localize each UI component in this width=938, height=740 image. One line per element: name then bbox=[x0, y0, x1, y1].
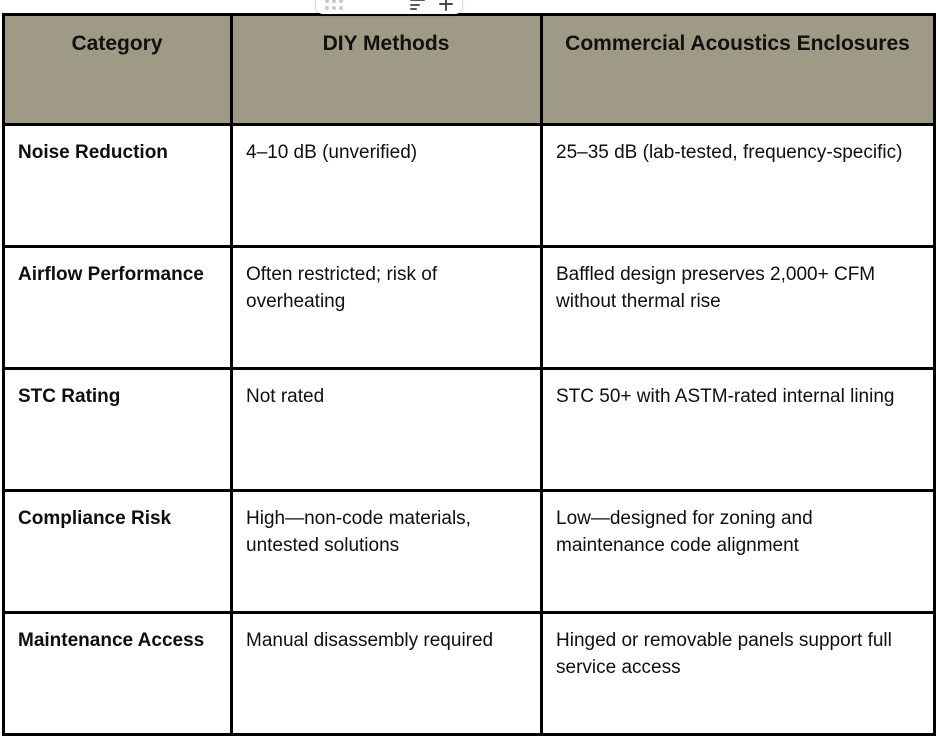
table-row bbox=[4, 491, 935, 613]
cell-category: STC Rating bbox=[4, 369, 232, 491]
drag-dot bbox=[332, 0, 336, 3]
cell-category: Maintenance Access bbox=[4, 613, 232, 735]
cell-category: Noise Reduction bbox=[4, 125, 232, 247]
toolbar-left-group bbox=[325, 0, 343, 12]
align-left-icon[interactable] bbox=[410, 0, 425, 10]
table-row bbox=[4, 613, 935, 735]
cell-diy: Not rated bbox=[232, 369, 542, 491]
toolbar-right-group bbox=[410, 0, 453, 12]
align-line bbox=[410, 4, 420, 6]
drag-dot bbox=[325, 6, 329, 10]
cell-diy: Manual disassembly required bbox=[232, 613, 542, 735]
cell-category: Airflow Performance bbox=[4, 247, 232, 369]
column-header-commercial-acoustics-enclosures: Commercial Acoustics Enclosures bbox=[542, 15, 935, 125]
drag-handle-icon[interactable] bbox=[325, 0, 343, 10]
table-body bbox=[4, 125, 935, 735]
cell-diy: Often restricted; risk of overheating bbox=[232, 247, 542, 369]
cell-commercial: Low—designed for zoning and maintenance code alignment bbox=[542, 491, 935, 613]
drag-dot bbox=[325, 0, 329, 3]
block-toolbar[interactable] bbox=[316, 0, 462, 14]
table-row bbox=[4, 247, 935, 369]
cell-commercial: STC 50+ with ASTM-rated internal lining bbox=[542, 369, 935, 491]
plus-icon[interactable] bbox=[439, 0, 453, 11]
align-line bbox=[410, 8, 417, 10]
cell-diy: High—non-code materials, untested solutions bbox=[232, 491, 542, 613]
cell-commercial: Baffled design preserves 2,000+ CFM without thermal rise bbox=[542, 247, 935, 369]
column-header-diy-methods: DIY Methods bbox=[232, 15, 542, 125]
column-header-category: Category bbox=[4, 15, 232, 125]
table-header-row bbox=[4, 15, 935, 125]
drag-dot bbox=[339, 6, 343, 10]
table-row bbox=[4, 125, 935, 247]
cell-commercial: 25–35 dB (lab-tested, frequency-specific) bbox=[542, 125, 935, 247]
table-row bbox=[4, 369, 935, 491]
table-head bbox=[4, 15, 935, 125]
cell-category: Compliance Risk bbox=[4, 491, 232, 613]
align-line bbox=[410, 0, 425, 1]
drag-dot bbox=[332, 6, 336, 10]
comparison-table bbox=[2, 13, 936, 736]
cell-diy: 4–10 dB (unverified) bbox=[232, 125, 542, 247]
drag-dot bbox=[339, 0, 343, 3]
cell-commercial: Hinged or removable panels support full service access bbox=[542, 613, 935, 735]
comparison-table-container bbox=[2, 13, 933, 736]
